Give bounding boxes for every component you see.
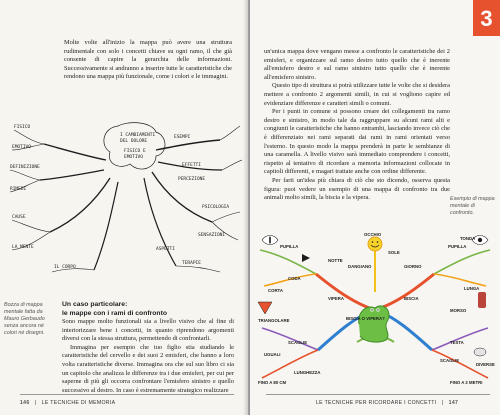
left-page (0, 0, 248, 415)
left-footer: 146 | LE TECNICHE DI MEMORIA (20, 400, 116, 406)
sketch-branch-label: PSICOLOGIA (202, 205, 230, 210)
map-leaf-label: TONDA (460, 236, 476, 241)
map-leaf-label: SCAGLIE (288, 340, 308, 345)
section-text: Sono mappe molto funzionali sia a livello visivo che al fine di interiorizzare bene i concetti, in quanto riprendono argomenti diversi con la stessa struttura, permettendo di confrontarli. (62, 318, 234, 343)
sketch-branch-label: PERCEZIONE (178, 177, 206, 182)
footer-rule (20, 394, 234, 395)
map-leaf-label: FINO A 2 METRI (450, 380, 483, 385)
intro-text: Molte volte all'inizio la mappa può avere una struttura rudimentale con solo i concetti chiave su ogni ramo, il che già consente di capire la gerarchia delle informazioni. Successivamente si andranno a inserire tutte le caratteristiche che rendono una mappa più funzionale, come i colori e le immagini. (64, 39, 232, 81)
map-leaf-label: UGUALI (264, 352, 281, 357)
sketch-center-label-3: FISICO E (124, 149, 146, 154)
right-text-block (264, 48, 450, 203)
sketch-branch-label: LA MENTE (12, 245, 34, 250)
sketch-center-label-2: DEL DOLORE (120, 139, 148, 144)
sketch-branch-label: SENSAZIONI (198, 233, 226, 238)
section-block (62, 301, 234, 395)
map-branch-label: BISCIA (404, 296, 419, 301)
map-leaf-label: PUPILLA (280, 244, 299, 249)
intro-paragraph (64, 39, 232, 82)
triangle-head-icon (258, 302, 272, 314)
page-number: 146 (20, 400, 30, 406)
map-leaf-label: DIVERSE (476, 362, 495, 367)
sketch-branch-label: CAUSE (12, 215, 26, 220)
map-leaf-label: LUNGHEZZA (294, 370, 321, 375)
sketch-mind-map (6, 120, 242, 280)
map-leaf-label: TRIANGOLARE (258, 318, 290, 323)
map-leaf-label: MORSO (450, 308, 467, 313)
trousers-icon (478, 292, 486, 308)
right-text-3: Per i punti in comune si possono creare dei collegamenti tra ramo destro e sinistro, in modo tale da raggruppare su alcuni rami alti e congiunti le caratteristiche che hanno entrambi, lasciando invece ciò che è differenziato nei rami separati dai rami in rami orientati verso l'esterno. In questo modo la mappa prenderà in parte le sembianze di una caramella. A livello visivo sarà immediato comprendere i concetti, rispetto al tentativo di ricordare a memoria informazioni collocate in capitoli differenti, e magari trattate anche con ordine differente. (264, 108, 450, 176)
footer-title: LE TECNICHE PER RICORDARE I CONCETTI (316, 400, 437, 406)
map-leaf-label: TESTA (450, 340, 464, 345)
map-leaf-label: GIORNO (404, 264, 422, 269)
page-number: 147 (448, 400, 459, 406)
map-leaf-label: CORTA (268, 288, 283, 293)
right-text-1: un'unica mappa dove vengano messe a confronto le caratteristiche dei 2 emisferi, e organizzare sul ramo destro tutto quello che è inerente all'emisfero destro e sul ramo sinistro tutto quello che è inerente all'emisfero sinistro. (264, 48, 450, 81)
map-leaf-label: CODA (288, 276, 301, 281)
sketch-branch-label: ASPETTI (156, 247, 175, 252)
section-text-2: Immagina per esempio che tuo figlio stia studiando le caratteristiche del cervello e dei suoi 2 emisferi, che hanno a loro volta caratteristiche diverse. Immagina ora che sul suo libro ci sia un capitolo che analizza le differenze tra i due emisferi, per cui per saperne di più gli occorra confrontare l'emisfero sinistro e quello successivo al destro. In caso è estremamente strategico realizzare (62, 343, 234, 394)
map-center-label: BISCIA O VIPERA? (346, 316, 385, 321)
sketch-branch-label: DEFINIZIONE (10, 165, 40, 170)
sketch-branch-label: RIMEDI (10, 187, 27, 192)
sketch-branch-label: EMOTIVO (12, 145, 31, 150)
sketch-branch-label: EFFETTI (182, 163, 201, 168)
section-subhead-1: Un caso particolare: (62, 301, 128, 308)
triangle-icon (302, 254, 310, 262)
snake-icon (359, 306, 389, 342)
map-leaf-label: DANGIANO (348, 264, 372, 269)
right-text-4: Per farti un'idea più chiara di ciò che sto dicendo, osserva questa figura: puoi vedere un esempio di una mappa di confronto tra due animali molto simili, la biscia e la vipera. (264, 176, 450, 202)
map-leaf-label: SOLE (388, 250, 400, 255)
section-subhead-2: le mappe con i rami di confronto (62, 309, 167, 317)
footer-title: LE TECNICHE DI MEMORIA (41, 400, 116, 406)
map-caption: Esempio di mappa mentale di confronto. (450, 196, 495, 216)
sun-icon (368, 237, 382, 251)
map-leaf-label: PUPILLA (448, 244, 467, 249)
sketch-caption: Bozza di mappa mentale fatta da Mauro Gerbaudo senza ancora né colori né disegni. (4, 302, 45, 336)
sketch-branch-label: IL CORPO (54, 265, 76, 270)
map-leaf-label: SCAGLIE (440, 358, 460, 363)
map-branch-label: VIPERA (328, 296, 344, 301)
comparison-mind-map (254, 232, 496, 388)
map-leaf-label: NOTTE (328, 258, 343, 263)
sketch-center-label-4: EMOTIVO (124, 155, 143, 160)
oval-head-icon (474, 348, 486, 356)
map-leaf-label: LUNGA (464, 286, 480, 291)
sketch-branch-label: ESEMPI (174, 135, 191, 140)
right-text-2: Questo tipo di struttura si potrà utilizzare tutte le volte che si desidera mettere a confronto 2 argomenti simili, in cui si vogliono capire ed evidenziare differenze e caratteri simili o comuni. (264, 82, 450, 107)
right-footer: LE TECNICHE PER RICORDARE I CONCETTI | 147 (316, 400, 459, 406)
map-leaf-label: FINO A 80 CM (258, 380, 287, 385)
footer-rule (266, 394, 490, 395)
sketch-branch-label: TERAPIE (182, 261, 201, 266)
sketch-branch-label: FISICO (14, 125, 31, 130)
chapter-tab: 3 (473, 0, 500, 36)
sketch-center-label-1: I CAMBIAMENTI (120, 133, 156, 138)
map-leaf-label: OCCHIO (364, 232, 382, 237)
